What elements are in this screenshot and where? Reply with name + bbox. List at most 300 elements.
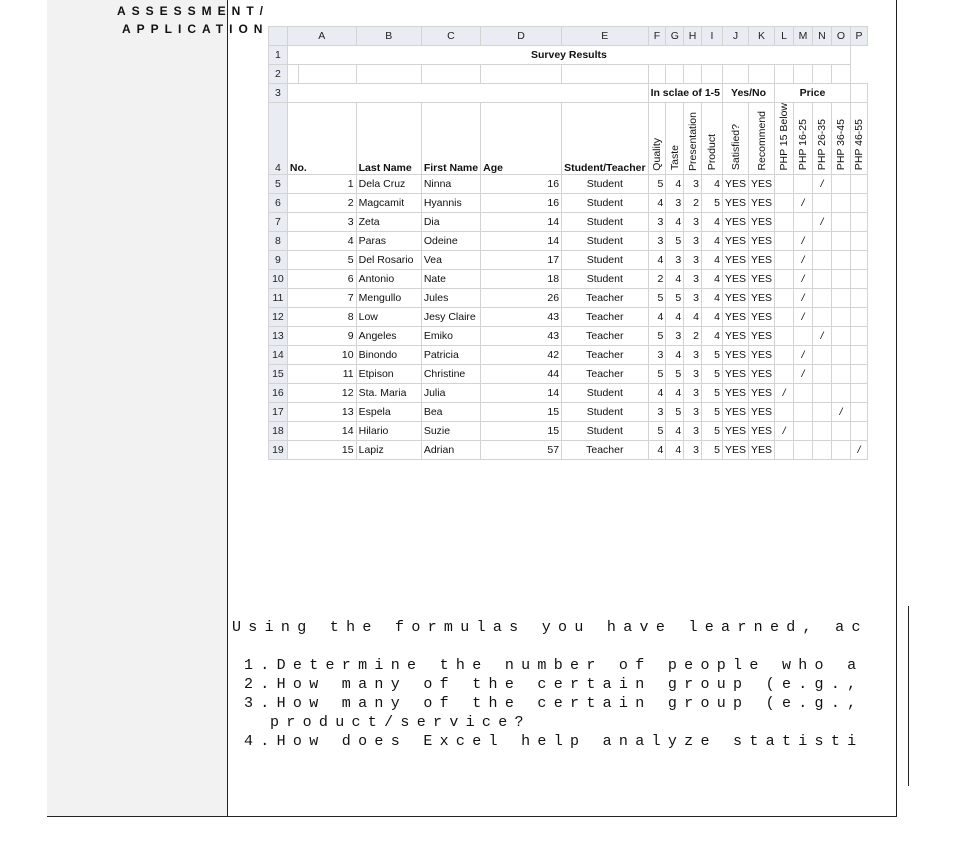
table-cell: Jesy Claire (421, 307, 480, 326)
table-row (269, 383, 868, 402)
table-cell (851, 193, 868, 212)
table-row (269, 212, 868, 231)
table-cell (775, 269, 794, 288)
table-cell: Vea (421, 250, 480, 269)
table-cell: 4 (648, 250, 666, 269)
table-cell: 12 (287, 383, 356, 402)
table-cell (831, 231, 850, 250)
table-cell (831, 345, 850, 364)
table-cell: 5 (666, 402, 684, 421)
table-cell (775, 326, 794, 345)
table-cell: 43 (481, 307, 562, 326)
table-cell: 3 (287, 212, 356, 231)
table-cell: YES (723, 269, 749, 288)
group-price-label: Price (775, 84, 851, 103)
table-cell: Student (562, 174, 649, 193)
table-cell: 16 (481, 193, 562, 212)
table-cell: Student (562, 383, 649, 402)
table-cell (851, 174, 868, 193)
table-cell (831, 288, 850, 307)
table-cell: 5 (702, 402, 723, 421)
table-cell: 3 (684, 174, 702, 193)
table-cell: YES (749, 440, 775, 459)
table-cell: 4 (702, 250, 723, 269)
table-cell (775, 364, 794, 383)
column-heading (831, 103, 850, 175)
table-cell: Patricia (421, 345, 480, 364)
column-letter: L (775, 27, 794, 46)
table-cell (851, 402, 868, 421)
table-cell: Binondo (356, 345, 421, 364)
table-cell (812, 307, 831, 326)
table-cell (831, 307, 850, 326)
table-cell: 8 (287, 307, 356, 326)
column-letter: J (723, 27, 749, 46)
table-cell: 4 (666, 174, 684, 193)
question-3: 3.How many of the certain group (e.g., (244, 695, 864, 712)
group-scale-label: In sclae of 1-5 (648, 84, 722, 103)
row-number: 14 (269, 345, 288, 364)
row-number: 6 (269, 193, 288, 212)
table-cell: / (794, 345, 813, 364)
table-cell: 14 (481, 231, 562, 250)
column-letter: B (356, 27, 421, 46)
table-cell: 2 (648, 269, 666, 288)
table-cell: YES (749, 345, 775, 364)
rotated-heading: PHP 26-35 (815, 119, 828, 171)
table-cell (851, 212, 868, 231)
table-cell: Teacher (562, 345, 649, 364)
row-number: 8 (269, 231, 288, 250)
table-cell: Student (562, 250, 649, 269)
row-number: 12 (269, 307, 288, 326)
table-cell: 3 (684, 421, 702, 440)
table-cell (831, 383, 850, 402)
row-number: 10 (269, 269, 288, 288)
row-number: 11 (269, 288, 288, 307)
table-cell: YES (723, 307, 749, 326)
table-cell: 13 (287, 402, 356, 421)
rotated-heading: PHP 36-45 (834, 119, 847, 171)
table-cell: 4 (648, 307, 666, 326)
column-letter: H (684, 27, 702, 46)
question-1: 1.Determine the number of people who a (244, 657, 864, 674)
column-heading (775, 103, 794, 175)
table-cell: 4 (702, 174, 723, 193)
table-cell: / (794, 193, 813, 212)
table-cell: 4 (702, 288, 723, 307)
table-cell: YES (749, 307, 775, 326)
table-cell (812, 402, 831, 421)
table-cell: Sta. Maria (356, 383, 421, 402)
table-cell: 15 (287, 440, 356, 459)
row-number: 9 (269, 250, 288, 269)
table-cell: 4 (648, 383, 666, 402)
table-cell (812, 440, 831, 459)
table-cell: 5 (666, 288, 684, 307)
table-cell: 6 (287, 269, 356, 288)
question-2: 2.How many of the certain group (e.g., (244, 676, 864, 693)
table-cell: 11 (287, 364, 356, 383)
column-heading: Age (481, 103, 562, 175)
table-cell: 4 (287, 231, 356, 250)
table-row (269, 307, 868, 326)
table-cell (812, 269, 831, 288)
table-cell: 5 (648, 288, 666, 307)
table-cell: Student (562, 402, 649, 421)
table-cell (851, 307, 868, 326)
table-row (269, 326, 868, 345)
section-label-line2: APPLICATION (122, 22, 269, 36)
table-cell: 3 (684, 231, 702, 250)
table-cell: 3 (684, 440, 702, 459)
table-cell: YES (749, 402, 775, 421)
table-cell (851, 364, 868, 383)
row-number: 1 (269, 46, 288, 65)
table-cell: Julia (421, 383, 480, 402)
instructions-intro: Using the formulas you have learned, ac (232, 619, 868, 636)
table-cell: Hyannis (421, 193, 480, 212)
table-cell (794, 402, 813, 421)
blank-cell (851, 84, 868, 103)
rotated-heading: Presentation (686, 111, 699, 171)
table-row (269, 421, 868, 440)
table-cell: 14 (481, 212, 562, 231)
table-cell: Student (562, 212, 649, 231)
table-cell: Odeine (421, 231, 480, 250)
blank-cell (723, 65, 749, 84)
row-number: 17 (269, 402, 288, 421)
blank-cell (775, 65, 794, 84)
column-heading: First Name (421, 103, 480, 175)
table-cell: 4 (666, 212, 684, 231)
table-cell: YES (723, 193, 749, 212)
table-cell: YES (749, 231, 775, 250)
table-cell: YES (723, 288, 749, 307)
table-cell: 3 (684, 250, 702, 269)
row-number: 13 (269, 326, 288, 345)
table-cell: 4 (666, 383, 684, 402)
table-cell (775, 440, 794, 459)
table-cell: YES (723, 402, 749, 421)
table-cell: Lapiz (356, 440, 421, 459)
table-cell: 5 (666, 231, 684, 250)
left-label-column (47, 0, 228, 816)
column-letter: E (562, 27, 649, 46)
table-cell: 4 (702, 307, 723, 326)
table-cell (812, 421, 831, 440)
table-cell: 4 (702, 269, 723, 288)
column-heading (794, 103, 813, 175)
column-letter: G (666, 27, 684, 46)
table-cell: 4 (666, 307, 684, 326)
table-cell: 42 (481, 345, 562, 364)
table-cell: YES (723, 231, 749, 250)
table-cell: / (794, 307, 813, 326)
table-cell: 4 (666, 269, 684, 288)
table-cell: YES (749, 421, 775, 440)
blank-cell (287, 84, 648, 103)
table-cell: 3 (684, 402, 702, 421)
table-cell: Teacher (562, 440, 649, 459)
table-cell (794, 212, 813, 231)
blank-cell (481, 65, 562, 84)
rotated-heading: PHP 16-25 (797, 119, 809, 171)
table-cell: 4 (666, 345, 684, 364)
column-letter: K (749, 27, 775, 46)
table-cell: Student (562, 193, 649, 212)
table-cell (831, 193, 850, 212)
table-cell (831, 364, 850, 383)
table-cell: 5 (702, 345, 723, 364)
table-cell: YES (723, 421, 749, 440)
table-cell: 14 (481, 383, 562, 402)
column-heading (648, 103, 666, 175)
table-cell (851, 250, 868, 269)
table-cell: 4 (702, 212, 723, 231)
table-cell (775, 212, 794, 231)
table-cell (812, 193, 831, 212)
table-cell: Nate (421, 269, 480, 288)
table-cell (794, 174, 813, 193)
blank-cell (749, 65, 775, 84)
table-cell: YES (749, 364, 775, 383)
table-cell: 15 (481, 402, 562, 421)
row-number: 4 (269, 103, 288, 175)
table-cell: 4 (702, 326, 723, 345)
table-cell: / (812, 212, 831, 231)
table-cell (851, 269, 868, 288)
table-cell: / (812, 174, 831, 193)
table-row (269, 250, 868, 269)
table-cell: Emiko (421, 326, 480, 345)
table-cell: 3 (684, 269, 702, 288)
table-row (269, 193, 868, 212)
table-cell: Teacher (562, 307, 649, 326)
table-cell: 3 (684, 345, 702, 364)
question-4: 4.How does Excel help analyze statisti (244, 733, 864, 750)
table-cell: 3 (684, 383, 702, 402)
blank-cell (356, 65, 421, 84)
table-cell: 4 (648, 440, 666, 459)
table-cell: 3 (684, 364, 702, 383)
table-cell: YES (723, 174, 749, 193)
table-row (269, 174, 868, 193)
table-cell: 44 (481, 364, 562, 383)
table-cell: 1 (287, 174, 356, 193)
table-cell: / (831, 402, 850, 421)
table-cell: 5 (648, 421, 666, 440)
spreadsheet-screenshot (268, 26, 868, 570)
table-cell: 5 (666, 364, 684, 383)
table-cell: YES (749, 250, 775, 269)
table-cell: 5 (702, 421, 723, 440)
blank-cell (831, 65, 850, 84)
column-heading: Student/Teacher (562, 103, 649, 175)
table-cell (831, 269, 850, 288)
table-cell: YES (749, 288, 775, 307)
corner-cell (269, 27, 288, 46)
table-cell: Mengullo (356, 288, 421, 307)
table-cell: YES (723, 250, 749, 269)
table-cell: Magcamit (356, 193, 421, 212)
table-cell: 10 (287, 345, 356, 364)
row-number: 19 (269, 440, 288, 459)
table-cell: Espela (356, 402, 421, 421)
column-letter: I (702, 27, 723, 46)
table-cell (794, 383, 813, 402)
table-cell: 5 (702, 193, 723, 212)
column-letter: C (421, 27, 480, 46)
table-cell: 4 (666, 440, 684, 459)
table-cell: 4 (648, 193, 666, 212)
table-row (269, 288, 868, 307)
table-row (269, 345, 868, 364)
rotated-heading: Taste (668, 145, 681, 171)
table-cell (775, 345, 794, 364)
table-cell (775, 307, 794, 326)
column-letter: D (481, 27, 562, 46)
row-number: 7 (269, 212, 288, 231)
rotated-heading: Quality (650, 137, 663, 171)
column-heading (749, 103, 775, 175)
row-number: 15 (269, 364, 288, 383)
table-cell: 14 (287, 421, 356, 440)
blank-cell (299, 65, 356, 84)
table-cell: 5 (702, 364, 723, 383)
column-heading (851, 103, 868, 175)
table-cell (851, 345, 868, 364)
table-cell: / (794, 364, 813, 383)
blank-cell (648, 65, 666, 84)
table-cell: 3 (666, 250, 684, 269)
table-cell: 16 (481, 174, 562, 193)
column-letter: M (794, 27, 813, 46)
blank-cell (421, 65, 480, 84)
table-cell (812, 364, 831, 383)
table-cell (851, 231, 868, 250)
blank-cell (666, 65, 684, 84)
row-number: 5 (269, 174, 288, 193)
table-cell: 9 (287, 326, 356, 345)
table-cell: 43 (481, 326, 562, 345)
table-cell: 3 (666, 326, 684, 345)
table-cell: / (812, 326, 831, 345)
table-cell: YES (723, 212, 749, 231)
table-cell: 3 (684, 288, 702, 307)
table-row (269, 440, 868, 459)
table-cell: 3 (684, 212, 702, 231)
table-cell: 5 (702, 440, 723, 459)
table-cell: Teacher (562, 326, 649, 345)
table-cell: / (775, 383, 794, 402)
table-cell (812, 383, 831, 402)
table-cell (812, 345, 831, 364)
table-cell: 2 (287, 193, 356, 212)
table-cell: 5 (648, 364, 666, 383)
table-cell (775, 174, 794, 193)
table-cell: YES (749, 212, 775, 231)
column-heading (666, 103, 684, 175)
table-cell: YES (723, 440, 749, 459)
column-heading (684, 103, 702, 175)
table-cell (812, 250, 831, 269)
table-cell: / (794, 250, 813, 269)
table-row (269, 402, 868, 421)
table-cell: Dia (421, 212, 480, 231)
table-cell: Student (562, 231, 649, 250)
column-letter: F (648, 27, 666, 46)
table-cell: YES (749, 269, 775, 288)
table-cell: 3 (666, 193, 684, 212)
rotated-heading: Product (706, 134, 718, 171)
column-letter: N (812, 27, 831, 46)
table-cell (851, 288, 868, 307)
column-letter: O (831, 27, 850, 46)
table-cell (794, 440, 813, 459)
table-cell: Adrian (421, 440, 480, 459)
table-cell: 18 (481, 269, 562, 288)
table-cell: Paras (356, 231, 421, 250)
table-cell: YES (749, 326, 775, 345)
table-cell (812, 288, 831, 307)
table-row (269, 269, 868, 288)
table-cell: YES (723, 364, 749, 383)
blank-cell (794, 65, 813, 84)
table-cell (851, 326, 868, 345)
table-cell: Ninna (421, 174, 480, 193)
table-cell: 4 (702, 231, 723, 250)
table-cell: YES (749, 383, 775, 402)
table-cell: Del Rosario (356, 250, 421, 269)
table-cell (831, 250, 850, 269)
table-cell: 2 (684, 193, 702, 212)
rotated-heading: Satisfied? (729, 124, 742, 171)
table-cell: Student (562, 269, 649, 288)
table-cell: 3 (648, 402, 666, 421)
sheet-title: Survey Results (287, 46, 850, 65)
table-cell: 4 (666, 421, 684, 440)
cursor-divider-line (908, 606, 909, 786)
column-heading (702, 103, 723, 175)
table-cell: Hilario (356, 421, 421, 440)
table-cell: / (794, 269, 813, 288)
table-cell: Teacher (562, 364, 649, 383)
table-cell: 3 (648, 212, 666, 231)
table-cell (775, 250, 794, 269)
table-cell: 2 (684, 326, 702, 345)
table-cell: Bea (421, 402, 480, 421)
table-cell (794, 421, 813, 440)
table-cell: Christine (421, 364, 480, 383)
table-cell: YES (723, 383, 749, 402)
rotated-heading: Recommend (755, 110, 768, 171)
table-cell: 57 (481, 440, 562, 459)
table-cell: YES (749, 174, 775, 193)
table-cell: / (851, 440, 868, 459)
table-cell: Etpison (356, 364, 421, 383)
table-cell: 15 (481, 421, 562, 440)
row-number: 2 (269, 65, 288, 84)
blank-cell (562, 65, 649, 84)
blank-cell (702, 65, 723, 84)
blank-cell (287, 65, 298, 84)
table-cell: / (775, 421, 794, 440)
table-cell: Suzie (421, 421, 480, 440)
table-cell: 17 (481, 250, 562, 269)
table-cell (851, 421, 868, 440)
column-letter: A (287, 27, 356, 46)
